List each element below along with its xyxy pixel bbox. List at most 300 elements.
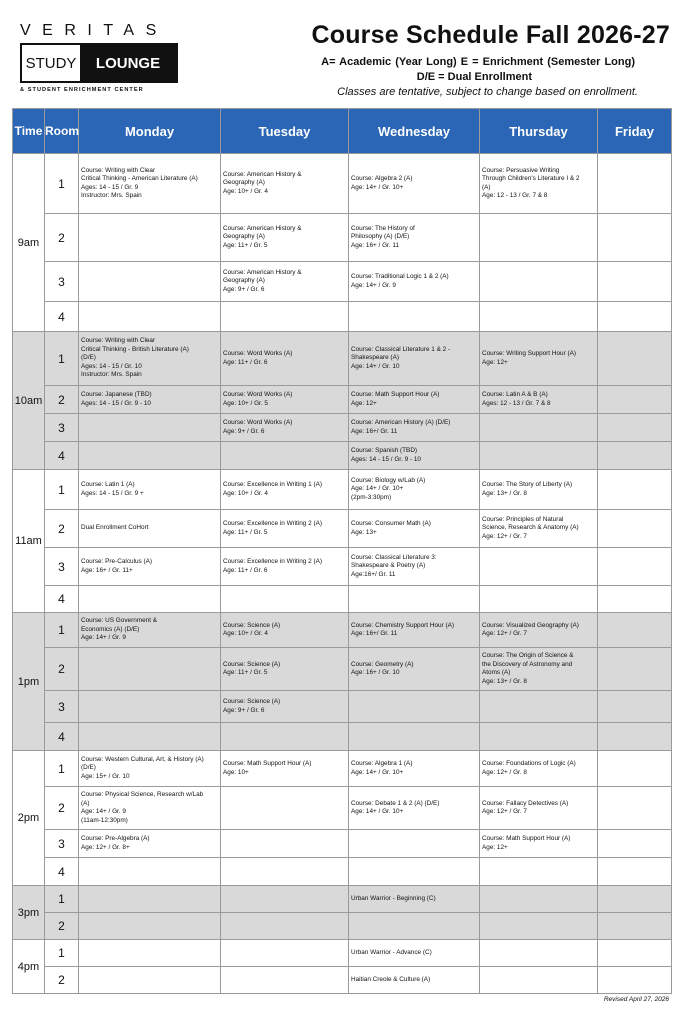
column-header-wednesday: Wednesday [349, 109, 480, 154]
course-cell-monday [79, 214, 221, 262]
course-cell-thursday [480, 751, 598, 787]
course-cell-tuesday [221, 858, 349, 886]
course-cell-wednesday [349, 214, 480, 262]
course-cell-thursday [480, 886, 598, 913]
room-number: 2 [45, 386, 79, 414]
schedule-body [13, 154, 672, 994]
room-number: 3 [45, 414, 79, 442]
room-number: 2 [45, 510, 79, 548]
course-text-line: Course: Biology w/Lab (A) [351, 476, 426, 484]
course-cell-tuesday [221, 302, 349, 332]
schedule-row [13, 691, 672, 723]
course-cell-friday [598, 262, 672, 302]
course-text-line: Course: Debate 1 & 2 (A) (D/E) [351, 799, 440, 807]
course-cell-thursday [480, 586, 598, 613]
course-cell-thursday [480, 154, 598, 214]
course-text-line: Geography (A) [223, 233, 265, 241]
course-cell-friday [598, 830, 672, 858]
room-number: 4 [45, 442, 79, 470]
course-cell-tuesday [221, 751, 349, 787]
course-cell-wednesday [349, 751, 480, 787]
course-cell-tuesday [221, 691, 349, 723]
course-cell-thursday [480, 414, 598, 442]
course-cell-monday [79, 470, 221, 510]
course-text-line: Geography (A) [223, 179, 265, 187]
course-cell-thursday [480, 386, 598, 414]
course-cell-friday [598, 442, 672, 470]
course-cell-friday [598, 386, 672, 414]
course-cell-thursday [480, 302, 598, 332]
course-cell-thursday [480, 913, 598, 940]
course-text-line: Course: American History & [223, 170, 302, 178]
column-header-tuesday: Tuesday [221, 109, 349, 154]
course-cell-friday [598, 214, 672, 262]
course-text-line: Age: 14+ / Gr. 10+ [351, 808, 404, 815]
course-text-line: Course: Science (A) [223, 698, 281, 705]
room-number: 3 [45, 691, 79, 723]
course-cell-friday [598, 332, 672, 386]
course-cell-wednesday [349, 648, 480, 691]
course-text-line: Course: American History (A) (D/E) [351, 419, 451, 426]
room-number: 3 [45, 548, 79, 586]
course-cell-tuesday [221, 442, 349, 470]
course-cell-thursday [480, 858, 598, 886]
course-text-line: Age: 15+ / Gr. 10 [81, 772, 130, 780]
course-cell-wednesday [349, 302, 480, 332]
course-text-line: Age: 13+ / Gr. 8 [482, 677, 527, 685]
course-cell-monday [79, 586, 221, 613]
course-cell-monday [79, 751, 221, 787]
course-text-line: the Discovery of Astronomy and [482, 660, 573, 668]
course-cell-wednesday [349, 913, 480, 940]
course-text-line: Course: Western Cultural, Art, & History (A) [81, 755, 204, 763]
room-number: 1 [45, 751, 79, 787]
course-text-line: (D/E) [81, 764, 96, 772]
schedule-row [13, 510, 672, 548]
schedule-row [13, 154, 672, 214]
course-text-line: Age: 14+ / Gr. 10+ [351, 183, 404, 191]
column-header-time: Time [13, 109, 45, 154]
course-text-line: Age:16+/ Gr. 11 [351, 570, 396, 578]
course-text-line: Course: Writing with Clear [81, 166, 156, 174]
room-number: 3 [45, 262, 79, 302]
course-cell-monday [79, 548, 221, 586]
course-cell-tuesday [221, 510, 349, 548]
course-cell-thursday [480, 470, 598, 510]
course-text-line: Course: Fallacy Detectives (A) [482, 799, 569, 807]
schedule-row [13, 470, 672, 510]
course-cell-thursday [480, 332, 598, 386]
course-cell-tuesday [221, 262, 349, 302]
course-text-line: Course: Classical Literature 3: [351, 553, 437, 561]
course-cell-tuesday [221, 723, 349, 751]
room-number: 4 [45, 586, 79, 613]
room-number: 1 [45, 940, 79, 967]
course-cell-thursday [480, 648, 598, 691]
schedule-row [13, 967, 672, 994]
course-text-line: Ages: 14 - 15 / Gr. 9 + [81, 489, 144, 497]
course-cell-friday [598, 886, 672, 913]
course-cell-monday [79, 723, 221, 751]
course-cell-friday [598, 940, 672, 967]
course-cell-tuesday [221, 470, 349, 510]
course-cell-thursday [480, 940, 598, 967]
course-text-line: Geography (A) [223, 277, 265, 285]
course-cell-monday [79, 913, 221, 940]
header-row [13, 109, 672, 154]
course-text-line: (A) [482, 183, 491, 191]
course-text-line: Course: Algebra 1 (A) [351, 760, 413, 767]
course-cell-friday [598, 858, 672, 886]
course-cell-monday [79, 302, 221, 332]
course-text-line: Course: American History & [223, 268, 302, 276]
course-cell-thursday [480, 510, 598, 548]
course-cell-friday [598, 751, 672, 787]
course-cell-tuesday [221, 830, 349, 858]
time-slot-label: 3pm [13, 886, 45, 940]
legend-line-1: A= Academic (Year Long) E = Enrichment (Semester Long) [321, 56, 635, 68]
room-number: 4 [45, 302, 79, 332]
room-number: 3 [45, 830, 79, 858]
course-text-line: Age: 12+ / Gr. 8 [482, 768, 527, 776]
course-text-line: Course: Excellence in Writing 2 (A) [223, 558, 322, 565]
room-number: 1 [45, 332, 79, 386]
course-cell-tuesday [221, 648, 349, 691]
time-slot-label: 4pm [13, 940, 45, 994]
course-cell-tuesday [221, 886, 349, 913]
course-cell-friday [598, 548, 672, 586]
course-text-line: Course: Principles of Natural [482, 515, 564, 523]
schedule-row [13, 886, 672, 913]
course-text-line: Dual Enrollment CoHort [81, 524, 149, 532]
course-cell-tuesday [221, 940, 349, 967]
room-number: 2 [45, 913, 79, 940]
course-cell-wednesday [349, 940, 480, 967]
course-text-line: (2pm-3:30pm) [351, 493, 392, 501]
course-text-line: Age: 12+ [482, 358, 508, 366]
room-number: 1 [45, 470, 79, 510]
course-cell-wednesday [349, 332, 480, 386]
course-text-line: Shakespeare (A) [351, 354, 399, 362]
course-cell-wednesday [349, 723, 480, 751]
schedule-row [13, 548, 672, 586]
course-cell-friday [598, 691, 672, 723]
course-text-line: Ages: 14 - 15 / Gr. 9 - 10 [351, 455, 421, 463]
revised-date: Revised April 27, 2026 [603, 996, 669, 1003]
course-cell-wednesday [349, 442, 480, 470]
course-text-line: Critical Thinking - British Literature (A) [81, 345, 189, 353]
course-cell-friday [598, 510, 672, 548]
room-number: 1 [45, 154, 79, 214]
course-text-line: Course: Math Support Hour (A) [223, 760, 312, 767]
course-cell-wednesday [349, 613, 480, 648]
course-text-line: Age: 11+ / Gr. 5 [223, 241, 268, 249]
course-cell-monday [79, 386, 221, 414]
course-text-line: Shakespeare & Poetry (A) [351, 562, 426, 570]
course-text-line: Course: Traditional Logic 1 & 2 (A) [351, 273, 449, 280]
room-number: 4 [45, 723, 79, 751]
schedule-row [13, 613, 672, 648]
course-text-line: Course: Math Support Hour (A) [482, 835, 571, 842]
course-cell-thursday [480, 262, 598, 302]
course-cell-friday [598, 586, 672, 613]
course-text-line: Age: 12 - 13 / Gr. 7 & 8 [482, 192, 548, 199]
course-cell-wednesday [349, 586, 480, 613]
course-text-line: Ages: 12 - 13 / Gr. 7 & 8 [482, 399, 551, 407]
course-text-line: Course: Science (A) [223, 660, 281, 668]
schedule-row [13, 332, 672, 386]
column-header-room: Room [45, 109, 79, 154]
course-text-line: Course: Persuasive Writing [482, 166, 560, 174]
logo-study: STUDY [22, 45, 80, 81]
course-cell-monday [79, 830, 221, 858]
course-text-line: Course: US Government & [81, 617, 158, 625]
column-header-thursday: Thursday [480, 109, 598, 154]
course-text-line: Course: Latin 1 (A) [81, 481, 135, 488]
schedule-row [13, 723, 672, 751]
course-text-line: Urban Warrior - Advance (C) [351, 948, 432, 956]
course-text-line: Haitian Creole & Culture (A) [351, 975, 431, 983]
course-cell-thursday [480, 967, 598, 994]
course-text-line: Age: 9+ / Gr. 6 [223, 706, 265, 714]
time-slot-label: 2pm [13, 751, 45, 886]
course-text-line: Age: 9+ / Gr. 6 [223, 285, 265, 293]
course-cell-monday [79, 648, 221, 691]
course-text-line: Age: 14+ / Gr. 10 [351, 362, 400, 370]
logo-subtitle: & STUDENT ENRICHMENT CENTER [20, 87, 144, 93]
schedule-row [13, 442, 672, 470]
course-cell-monday [79, 787, 221, 830]
page-title: Course Schedule Fall 2026-27 [311, 21, 670, 49]
course-text-line: Course: Classical Literature 1 & 2 - [351, 345, 451, 353]
schedule-row [13, 386, 672, 414]
schedule-row [13, 586, 672, 613]
course-text-line: Age: 12+ / Gr. 7 [482, 808, 527, 815]
course-cell-monday [79, 332, 221, 386]
course-text-line: Course: The Origin of Science & [482, 652, 574, 659]
course-text-line: Age: 16+/ Gr. 11 [351, 427, 398, 435]
room-number: 4 [45, 858, 79, 886]
course-text-line: Course: Science (A) [223, 621, 281, 629]
course-text-line: Course: Consumer Math (A) [351, 520, 431, 527]
course-text-line: Ages: 14 - 15 / Gr. 9 - 10 [81, 399, 151, 407]
course-cell-tuesday [221, 586, 349, 613]
room-number: 1 [45, 613, 79, 648]
course-cell-monday [79, 154, 221, 214]
course-cell-tuesday [221, 332, 349, 386]
course-cell-tuesday [221, 214, 349, 262]
course-text-line: (D/E) [81, 354, 96, 362]
schedule-row [13, 913, 672, 940]
course-cell-monday [79, 414, 221, 442]
course-text-line: Atoms (A) [482, 669, 511, 676]
course-cell-friday [598, 302, 672, 332]
course-cell-tuesday [221, 154, 349, 214]
course-text-line: Age: 11+ / Gr. 5 [223, 669, 268, 676]
course-text-line: Age: 11+ / Gr. 6 [223, 566, 268, 574]
course-cell-wednesday [349, 470, 480, 510]
course-cell-friday [598, 913, 672, 940]
schedule-row [13, 214, 672, 262]
course-text-line: Age: 12+ / Gr. 7 [482, 630, 527, 637]
schedule-row [13, 648, 672, 691]
course-text-line: Course: Pre-Calculus (A) [81, 558, 153, 565]
course-cell-thursday [480, 723, 598, 751]
course-cell-friday [598, 648, 672, 691]
course-cell-thursday [480, 214, 598, 262]
course-text-line: Age: 14+ / Gr. 9 [351, 281, 396, 289]
course-text-line: Course: American History & [223, 224, 302, 232]
course-cell-wednesday [349, 787, 480, 830]
course-cell-friday [598, 967, 672, 994]
course-cell-monday [79, 967, 221, 994]
course-text-line: Course: Excellence in Writing 1 (A) [223, 481, 322, 488]
course-cell-wednesday [349, 262, 480, 302]
course-cell-tuesday [221, 414, 349, 442]
course-text-line: Age: 14+ / Gr. 9 [81, 634, 126, 642]
course-text-line: Age: 12+ / Gr. 7 [482, 532, 527, 540]
time-slot-label: 9am [13, 154, 45, 332]
room-number: 2 [45, 967, 79, 994]
course-text-line: Age: 11+ / Gr. 5 [223, 528, 268, 536]
course-cell-thursday [480, 548, 598, 586]
course-cell-wednesday [349, 691, 480, 723]
course-cell-wednesday [349, 830, 480, 858]
schedule-table [12, 108, 672, 994]
course-text-line: Age: 16+/ Gr. 11 [351, 630, 398, 637]
course-cell-wednesday [349, 154, 480, 214]
course-text-line: Age: 10+ / Gr. 4 [223, 187, 268, 195]
course-cell-monday [79, 262, 221, 302]
course-text-line: Age: 11+ / Gr. 6 [223, 358, 268, 366]
course-text-line: Course: Word Works (A) [223, 419, 293, 426]
course-text-line: Through Children's Literature I & 2 [482, 175, 580, 182]
column-header-monday: Monday [79, 109, 221, 154]
schedule-row [13, 830, 672, 858]
course-text-line: Age: 12+ [351, 399, 377, 407]
schedule-row [13, 858, 672, 886]
room-number: 2 [45, 648, 79, 691]
course-text-line: Course: Writing with Clear [81, 337, 156, 345]
course-cell-tuesday [221, 548, 349, 586]
course-text-line: Course: Foundations of Logic (A) [482, 760, 576, 767]
course-text-line: Course: Pre-Algebra (A) [81, 835, 150, 842]
time-slot-label: 1pm [13, 613, 45, 751]
course-text-line: Urban Warrior - Beginning (C) [351, 894, 436, 902]
course-text-line: Age: 13+ [351, 528, 377, 536]
course-cell-tuesday [221, 967, 349, 994]
schedule-row [13, 414, 672, 442]
course-cell-wednesday [349, 858, 480, 886]
course-text-line: Age: 16+ / Gr. 10 [351, 669, 400, 676]
course-cell-friday [598, 414, 672, 442]
course-text-line: Critical Thinking - American Literature (A) [81, 175, 198, 182]
course-cell-monday [79, 442, 221, 470]
course-text-line: Course: Chemistry Support Hour (A) [351, 621, 454, 629]
course-cell-thursday [480, 691, 598, 723]
course-text-line: Age: 14+ / Gr. 10+ [351, 768, 404, 776]
time-slot-label: 10am [13, 332, 45, 470]
logo-wordmark: VERITAS [20, 22, 168, 39]
course-text-line: Course: Visualized Geography (A) [482, 621, 579, 629]
course-cell-wednesday [349, 386, 480, 414]
room-number: 1 [45, 886, 79, 913]
course-cell-wednesday [349, 548, 480, 586]
course-text-line: Course: Spanish (TBD) [351, 447, 418, 454]
course-text-line: Age: 13+ / Gr. 8 [482, 489, 527, 497]
course-cell-wednesday [349, 967, 480, 994]
course-cell-wednesday [349, 510, 480, 548]
logo-box [20, 43, 178, 83]
course-cell-monday [79, 886, 221, 913]
room-number: 2 [45, 787, 79, 830]
legend-line-2: D/E = Dual Enrollment [416, 71, 532, 83]
tentative-note: Classes are tentative, subject to change based on enrollment. [337, 86, 638, 98]
course-text-line: Ages: 14 - 15 / Gr. 10 [81, 362, 142, 370]
course-text-line: Age: 10+ / Gr. 4 [223, 489, 268, 497]
course-text-line: Age: 10+ / Gr. 5 [223, 399, 268, 407]
course-text-line: Age: 9+ / Gr. 6 [223, 427, 265, 435]
course-text-line: Age: 10+ / Gr. 4 [223, 630, 268, 637]
course-cell-monday [79, 858, 221, 886]
course-cell-tuesday [221, 613, 349, 648]
schedule-row [13, 302, 672, 332]
course-cell-monday [79, 613, 221, 648]
logo [20, 22, 178, 93]
course-text-line: Course: Physical Science, Research w/Lab [81, 791, 204, 798]
course-text-line: Age: 16+ / Gr. 11+ [81, 566, 133, 574]
course-cell-monday [79, 691, 221, 723]
schedule-row [13, 751, 672, 787]
course-text-line: Course: Writing Support Hour (A) [482, 350, 576, 357]
course-text-line: Instructor: Mrs. Spain [81, 192, 142, 199]
course-cell-tuesday [221, 787, 349, 830]
room-number: 2 [45, 214, 79, 262]
course-text-line: Science, Research & Anatomy (A) [482, 524, 579, 532]
course-cell-friday [598, 470, 672, 510]
course-text-line: (11am-12:30pm) [81, 816, 128, 824]
logo-lounge: LOUNGE [80, 45, 176, 81]
course-text-line: Course: Geometry (A) [351, 660, 414, 668]
schedule-row [13, 940, 672, 967]
course-text-line: (A) [81, 799, 90, 807]
schedule-row [13, 787, 672, 830]
course-text-line: Age: 12+ [482, 843, 508, 851]
course-text-line: Age: 14+ / Gr. 9 [81, 808, 126, 815]
course-text-line: Philosophy (A) (D/E) [351, 233, 410, 241]
course-cell-monday [79, 510, 221, 548]
course-text-line: Course: The Story of Liberty (A) [482, 481, 573, 488]
course-text-line: Age: 12+ / Gr. 8+ [81, 843, 130, 851]
course-cell-friday [598, 613, 672, 648]
course-cell-monday [79, 940, 221, 967]
course-text-line: Instructor: Mrs. Spain [81, 371, 142, 379]
column-header-friday: Friday [598, 109, 672, 154]
course-cell-tuesday [221, 386, 349, 414]
course-text-line: Course: Math Support Hour (A) [351, 391, 440, 398]
course-text-line: Age: 10+ [223, 768, 249, 776]
course-cell-friday [598, 723, 672, 751]
course-cell-tuesday [221, 913, 349, 940]
course-text-line: Course: Japanese (TBD) [81, 391, 152, 398]
course-text-line: Course: Word Works (A) [223, 350, 293, 357]
time-slot-label: 11am [13, 470, 45, 613]
course-text-line: Economics (A) (D/E) [81, 625, 140, 633]
course-text-line: Course: Latin A & B (A) [482, 391, 548, 398]
course-text-line: Course: Word Works (A) [223, 391, 293, 398]
course-text-line: Course: Algebra 2 (A) [351, 175, 413, 182]
course-text-line: Age: 14+ / Gr. 10+ [351, 485, 404, 493]
